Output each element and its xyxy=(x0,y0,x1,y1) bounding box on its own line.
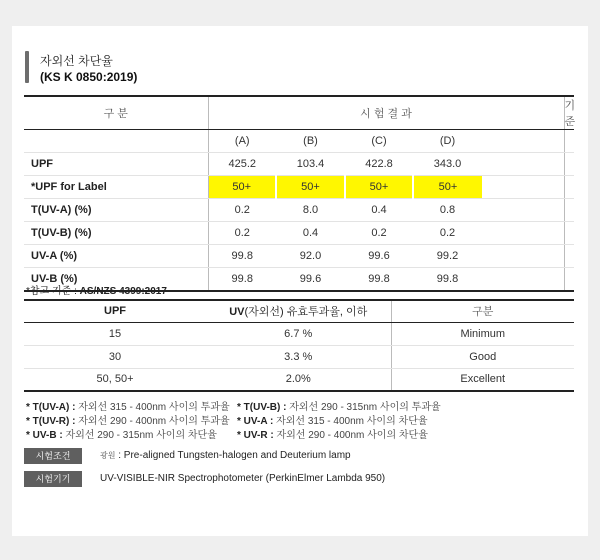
table-cell: 0.2 xyxy=(208,199,276,222)
rating-row xyxy=(24,368,574,391)
table-cell: 99.2 xyxy=(413,245,482,268)
header-results: 시 험 결 과 xyxy=(208,96,564,130)
sample-label-row xyxy=(24,130,574,153)
upf-value: 15 xyxy=(24,322,206,345)
table-cell: 99.8 xyxy=(413,268,482,291)
row-label: T(UV-B) (%) xyxy=(24,222,208,245)
note-item: * UV-A : 자외선 315 - 400nm 사이의 차단율 xyxy=(237,416,428,427)
section-standard: (KS K 0850:2019) xyxy=(40,70,138,84)
highlighted-cell: 50+ xyxy=(345,176,413,199)
header-upf: UPF xyxy=(24,300,206,322)
uv-value: 2.0% xyxy=(206,368,391,391)
note-row xyxy=(26,401,586,415)
rating-row xyxy=(24,322,574,345)
header-category: 구 분 xyxy=(24,96,208,130)
row-label: UV-B (%) xyxy=(24,268,208,291)
upf-value: 50, 50+ xyxy=(24,368,206,391)
row-label: *UPF for Label xyxy=(24,176,208,199)
highlighted-cell: 50+ xyxy=(413,176,482,199)
table-cell: 103.4 xyxy=(276,153,345,176)
title-accent-bar xyxy=(25,51,29,83)
sample-label: (C) xyxy=(345,130,413,153)
test-equipment-text: UV-VISIBLE-NIR Spectrophotometer (PerkinElmer Lambda 950) xyxy=(100,473,386,484)
highlighted-cell: 50+ xyxy=(276,176,345,199)
note-item: * T(UV-B) : 자외선 290 - 315nm 사이의 투과율 xyxy=(237,402,441,413)
uv-results-table xyxy=(24,95,574,292)
test-conditions-tag: 시험조건 xyxy=(24,448,82,464)
sample-label: (B) xyxy=(276,130,345,153)
table-row xyxy=(24,222,574,245)
header-criteria: 기 준 xyxy=(564,96,574,130)
note-item: * UV-R : 자외선 290 - 400nm 사이의 차단율 xyxy=(237,430,428,441)
table-cell: 0.4 xyxy=(345,199,413,222)
table-cell: 0.2 xyxy=(413,222,482,245)
table-cell: 422.8 xyxy=(345,153,413,176)
sample-label: (D) xyxy=(413,130,482,153)
grade-value: Minimum xyxy=(391,322,574,345)
table-cell: 99.8 xyxy=(208,245,276,268)
table-cell: 99.8 xyxy=(208,268,276,291)
table-row xyxy=(24,199,574,222)
grade-value: Excellent xyxy=(391,368,574,391)
table-row xyxy=(24,245,574,268)
note-row xyxy=(26,429,586,443)
grade-value: Good xyxy=(391,345,574,368)
reference-prefix: *참고 기준 : xyxy=(26,286,80,297)
table-cell: 0.2 xyxy=(345,222,413,245)
header-uv-transmittance: UV(자외선) 유효투과율, 이하 xyxy=(206,300,391,322)
table-cell: 99.8 xyxy=(345,268,413,291)
table-row xyxy=(24,153,574,176)
row-label: UV-A (%) xyxy=(24,245,208,268)
table-cell: 99.6 xyxy=(345,245,413,268)
rating-header-row xyxy=(24,300,574,322)
table-cell: 0.8 xyxy=(413,199,482,222)
note-item: * UV-B : 자외선 290 - 315nm 사이의 차단율 xyxy=(26,430,217,441)
table-row-highlighted xyxy=(24,176,574,199)
table-cell: 99.6 xyxy=(276,268,345,291)
reference-note xyxy=(26,282,167,297)
uv-value: 6.7 % xyxy=(206,322,391,345)
note-item: * T(UV-R) : 자외선 290 - 400nm 사이의 투과율 xyxy=(26,416,230,427)
upf-rating-table xyxy=(24,299,574,392)
reference-standard: AS/NZS 4399:2017 xyxy=(79,286,167,297)
table-cell: 0.2 xyxy=(208,222,276,245)
table-header-row xyxy=(24,96,574,130)
table-cell: 92.0 xyxy=(276,245,345,268)
test-conditions-text: 광원 : Pre-aligned Tungsten-halogen and Deuterium lamp xyxy=(100,450,351,461)
rating-row xyxy=(24,345,574,368)
test-equipment-tag: 시험기기 xyxy=(24,471,82,487)
table-cell: 343.0 xyxy=(413,153,482,176)
header-grade: 구분 xyxy=(391,300,574,322)
upf-value: 30 xyxy=(24,345,206,368)
sample-label: (A) xyxy=(208,130,276,153)
row-label: T(UV-A) (%) xyxy=(24,199,208,222)
definitions-notes xyxy=(26,401,586,443)
uv-value: 3.3 % xyxy=(206,345,391,368)
row-label: UPF xyxy=(24,153,208,176)
note-row xyxy=(26,415,586,429)
table-cell: 425.2 xyxy=(208,153,276,176)
table-cell: 8.0 xyxy=(276,199,345,222)
highlighted-cell: 50+ xyxy=(208,176,276,199)
note-item: * T(UV-A) : 자외선 315 - 400nm 사이의 투과율 xyxy=(26,402,230,413)
section-title: 자외선 차단율 xyxy=(40,54,113,68)
table-cell: 0.4 xyxy=(276,222,345,245)
